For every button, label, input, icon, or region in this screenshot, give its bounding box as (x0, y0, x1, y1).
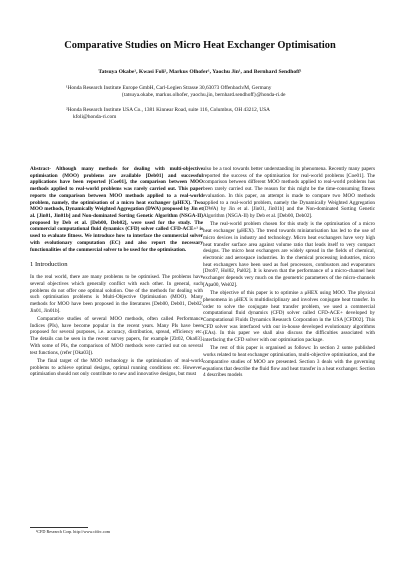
affiliation-2 (66, 107, 341, 120)
paragraph: The real-world problem chosen for this study is the optimisation of a micro heat exchanger (μHEX). The trend towards miniaturisation has led to the use of micro devices in industry and technology. Micro heat exchangers have very high heat transfer surface area against volume ratio that leads itself to very compact designs. The micro heat exchangers are widely spread in the fields of chemical, electronic and aerospace industries. In the chemical processing industries, micro heat exchangers have been used as fuel processors, combustors and evaporators [Dro97, Hol02, Pal02]. It is known that the performance of a micro-channel heat exchanger depends very much on the geometric parameters of the micro-channels [Apa00, Wei02]. (203, 221, 375, 288)
author-list: Tatsuya Okabe¹, Kwasi Foli², Markus Olhofer¹, Yaochu Jin¹, and Bernhard Sendhoff¹ (98, 69, 302, 75)
paragraph: In the real world, there are many problems to be optimised. The problems have several objectives which generally conflict with each other. In general, such problems do not offer one optimal solution. One of the methods for dealing with such optimisation problems is Multi-Objective Optimisation (MOO). Many methods for MOO have been proposed in the literatures [Deb00, Deb01, Deb02, Jin01, Jin01b]. (30, 274, 203, 314)
affiliation-2-email: kfoli@honda-ri.com (73, 113, 117, 120)
affiliation-2-address: ²Honda Research Institute USA Co., 1381 Kinnear Road, suite 116, Columbus, OH 43212, USA (66, 107, 270, 113)
paper-title: Comparative Studies on Micro Heat Exchanger Optimisation (64, 40, 336, 51)
right-column (203, 166, 375, 381)
abstract: Abstract- Although many methods for dealing with multi-objective optimisation (MOO) problems are available [Deb01] and successful applications have been reported [Coe01], the comparison between MOO methods applied to real-world problems was rarely carried out. This paper reports the comparison between MOO methods applied to a real-world problem, namely, the optimisation of a micro heat exchanger (μHEX). Two MOO methods, Dynamically Weighted Aggregation (DWA) proposed by Jin et al. [Jin01, Jin01b] and Non-dominated Sorting Genetic Algorithm (NSGA-II) proposed by Deb et al. [Deb00, Deb02], were used for the study. The commercial computational fluid dynamics (CFD) solver called CFD-ACE+¹ is used to evaluate fitness. We introduce how to interface the commercial solver with evolutionary computation (EC) and also report the necessary functionalities of the commercial solver to be used for the optimisation. (30, 166, 203, 253)
affiliation-1-address: ¹Honda Research Institute Europe GmbH, Carl-Legien Strasse 30,63073 Offenbach/M, Germany (66, 85, 272, 91)
affiliation-1 (66, 85, 341, 98)
paragraph: Comparative studies of several MOO methods, often called Performance Indices (PIs), have become popular in the recent years. Many PIs have been proposed for several purposes, i.e. accuracy, distribution, spread, efficiency etc. The details can be seen in the recent survey papers, for example [Zit02, Oka03]. With some of PIs, the comparison of MOO methods were carried out on several test functions, (refer [Oka03]). (30, 315, 203, 356)
paragraph: The rest of this paper is organised as follows: In section 2 some published works related to heat exchanger optimisation, multi-objective optimisation, and the comparative studies of MOO are presented. Section 3 deals with the governing equations that describe the fluid flow and heat transfer in a heat exchanger. Section 4 describes models (203, 345, 375, 379)
paragraph: The final target of the MOO technology is the optimisation of real-world problems to achieve optimal designs, optimal running conditions etc. However, optimisation should not only contribute to new and innovative designs, but must (30, 357, 203, 378)
left-column (30, 166, 203, 380)
section-heading-introduction: 1 Introduction (30, 261, 68, 269)
footnote-divider (30, 527, 88, 528)
footnote: ¹CFD Research Corp. http://www.cfdrc.com (36, 529, 111, 534)
paragraph: also be a tool towards better understanding its phenomena. Recently many papers reported the success of the optimisation for real-world problems [Coe01]. The comparison between different MOO methods applied to real-world problems has been rarely carried out. The reason for this might be the time-consuming fitness evaluation. In this paper, an attempt is made to compare two MOO methods applied to a real-world problem, namely the Dynamically Weighted Aggregation (DWA) by Jin et al. [Jin01, Jin01b] and the Non-dominated Sorting Genetic Algorithm (NSGA-II) by Deb et al. [Deb00, Deb02]. (203, 166, 375, 220)
affiliation-1-emails: {tatsuya.okabe, markus.olhofer, yaochu.jin, bernhard.sendhoff}@honda-ri.de (121, 91, 286, 98)
paragraph: The objective of this paper is to optimise a μHEX using MOO. The physical phenomena in μHEX is multidisciplinary and involves conjugate heat transfer. In order to solve the conjugate heat transfer problem, we used a commercial computational fluid dynamics (CFD) solver called CFD-ACE+ developed by Computational Fluids Dynamics Research Corporation in the USA [CFD02]. This CFD solver was interfaced with our in-house developed evolutionary algorithms (EAs). In this paper we shall also discuss the difficulties associated with interfacing the CFD solver with our optimisation package. (203, 290, 375, 344)
